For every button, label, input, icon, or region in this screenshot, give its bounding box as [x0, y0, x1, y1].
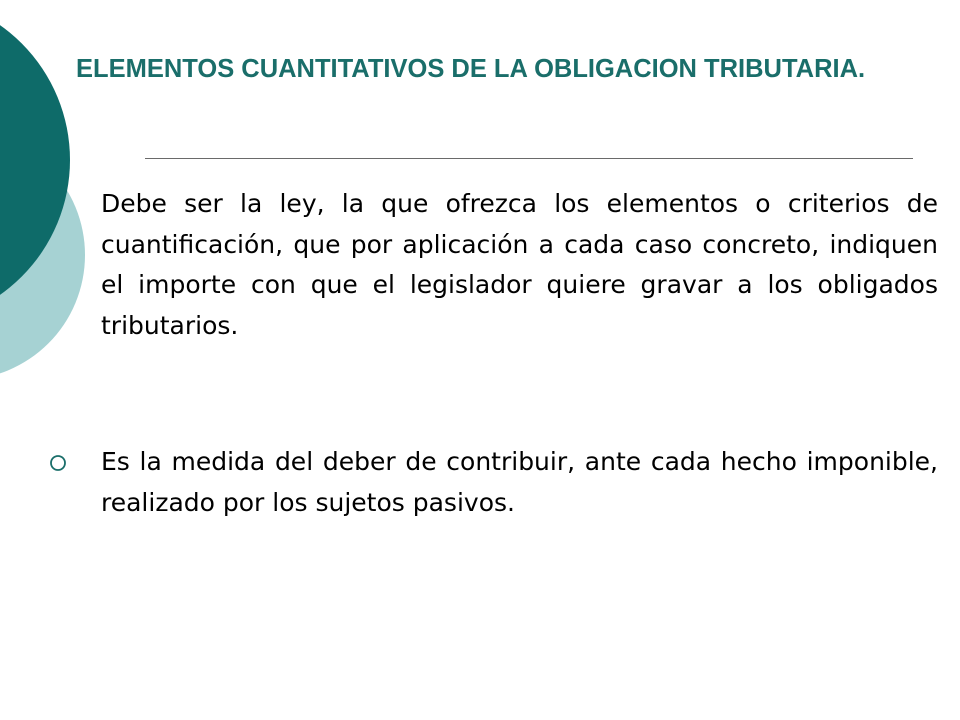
hollow-circle-icon [48, 453, 68, 473]
paragraph-1: Debe ser la ley, la que ofrezca los elementos o criterios de cuantificación, que por aplicación a cada caso concreto, indiquen el importe con que el legislador quiere gravar a los obligados tributarios. [101, 189, 938, 340]
title-divider [145, 158, 913, 159]
slide-title: ELEMENTOS CUANTITATIVOS DE LA OBLIGACION TRIBUTARIA. [76, 55, 866, 83]
light-teal-circle [0, 130, 85, 380]
paragraph-2: Es la medida del deber de contribuir, ante cada hecho imponible, realizado por los sujetos pasivos. [101, 447, 938, 517]
dark-teal-circle [0, 0, 70, 325]
